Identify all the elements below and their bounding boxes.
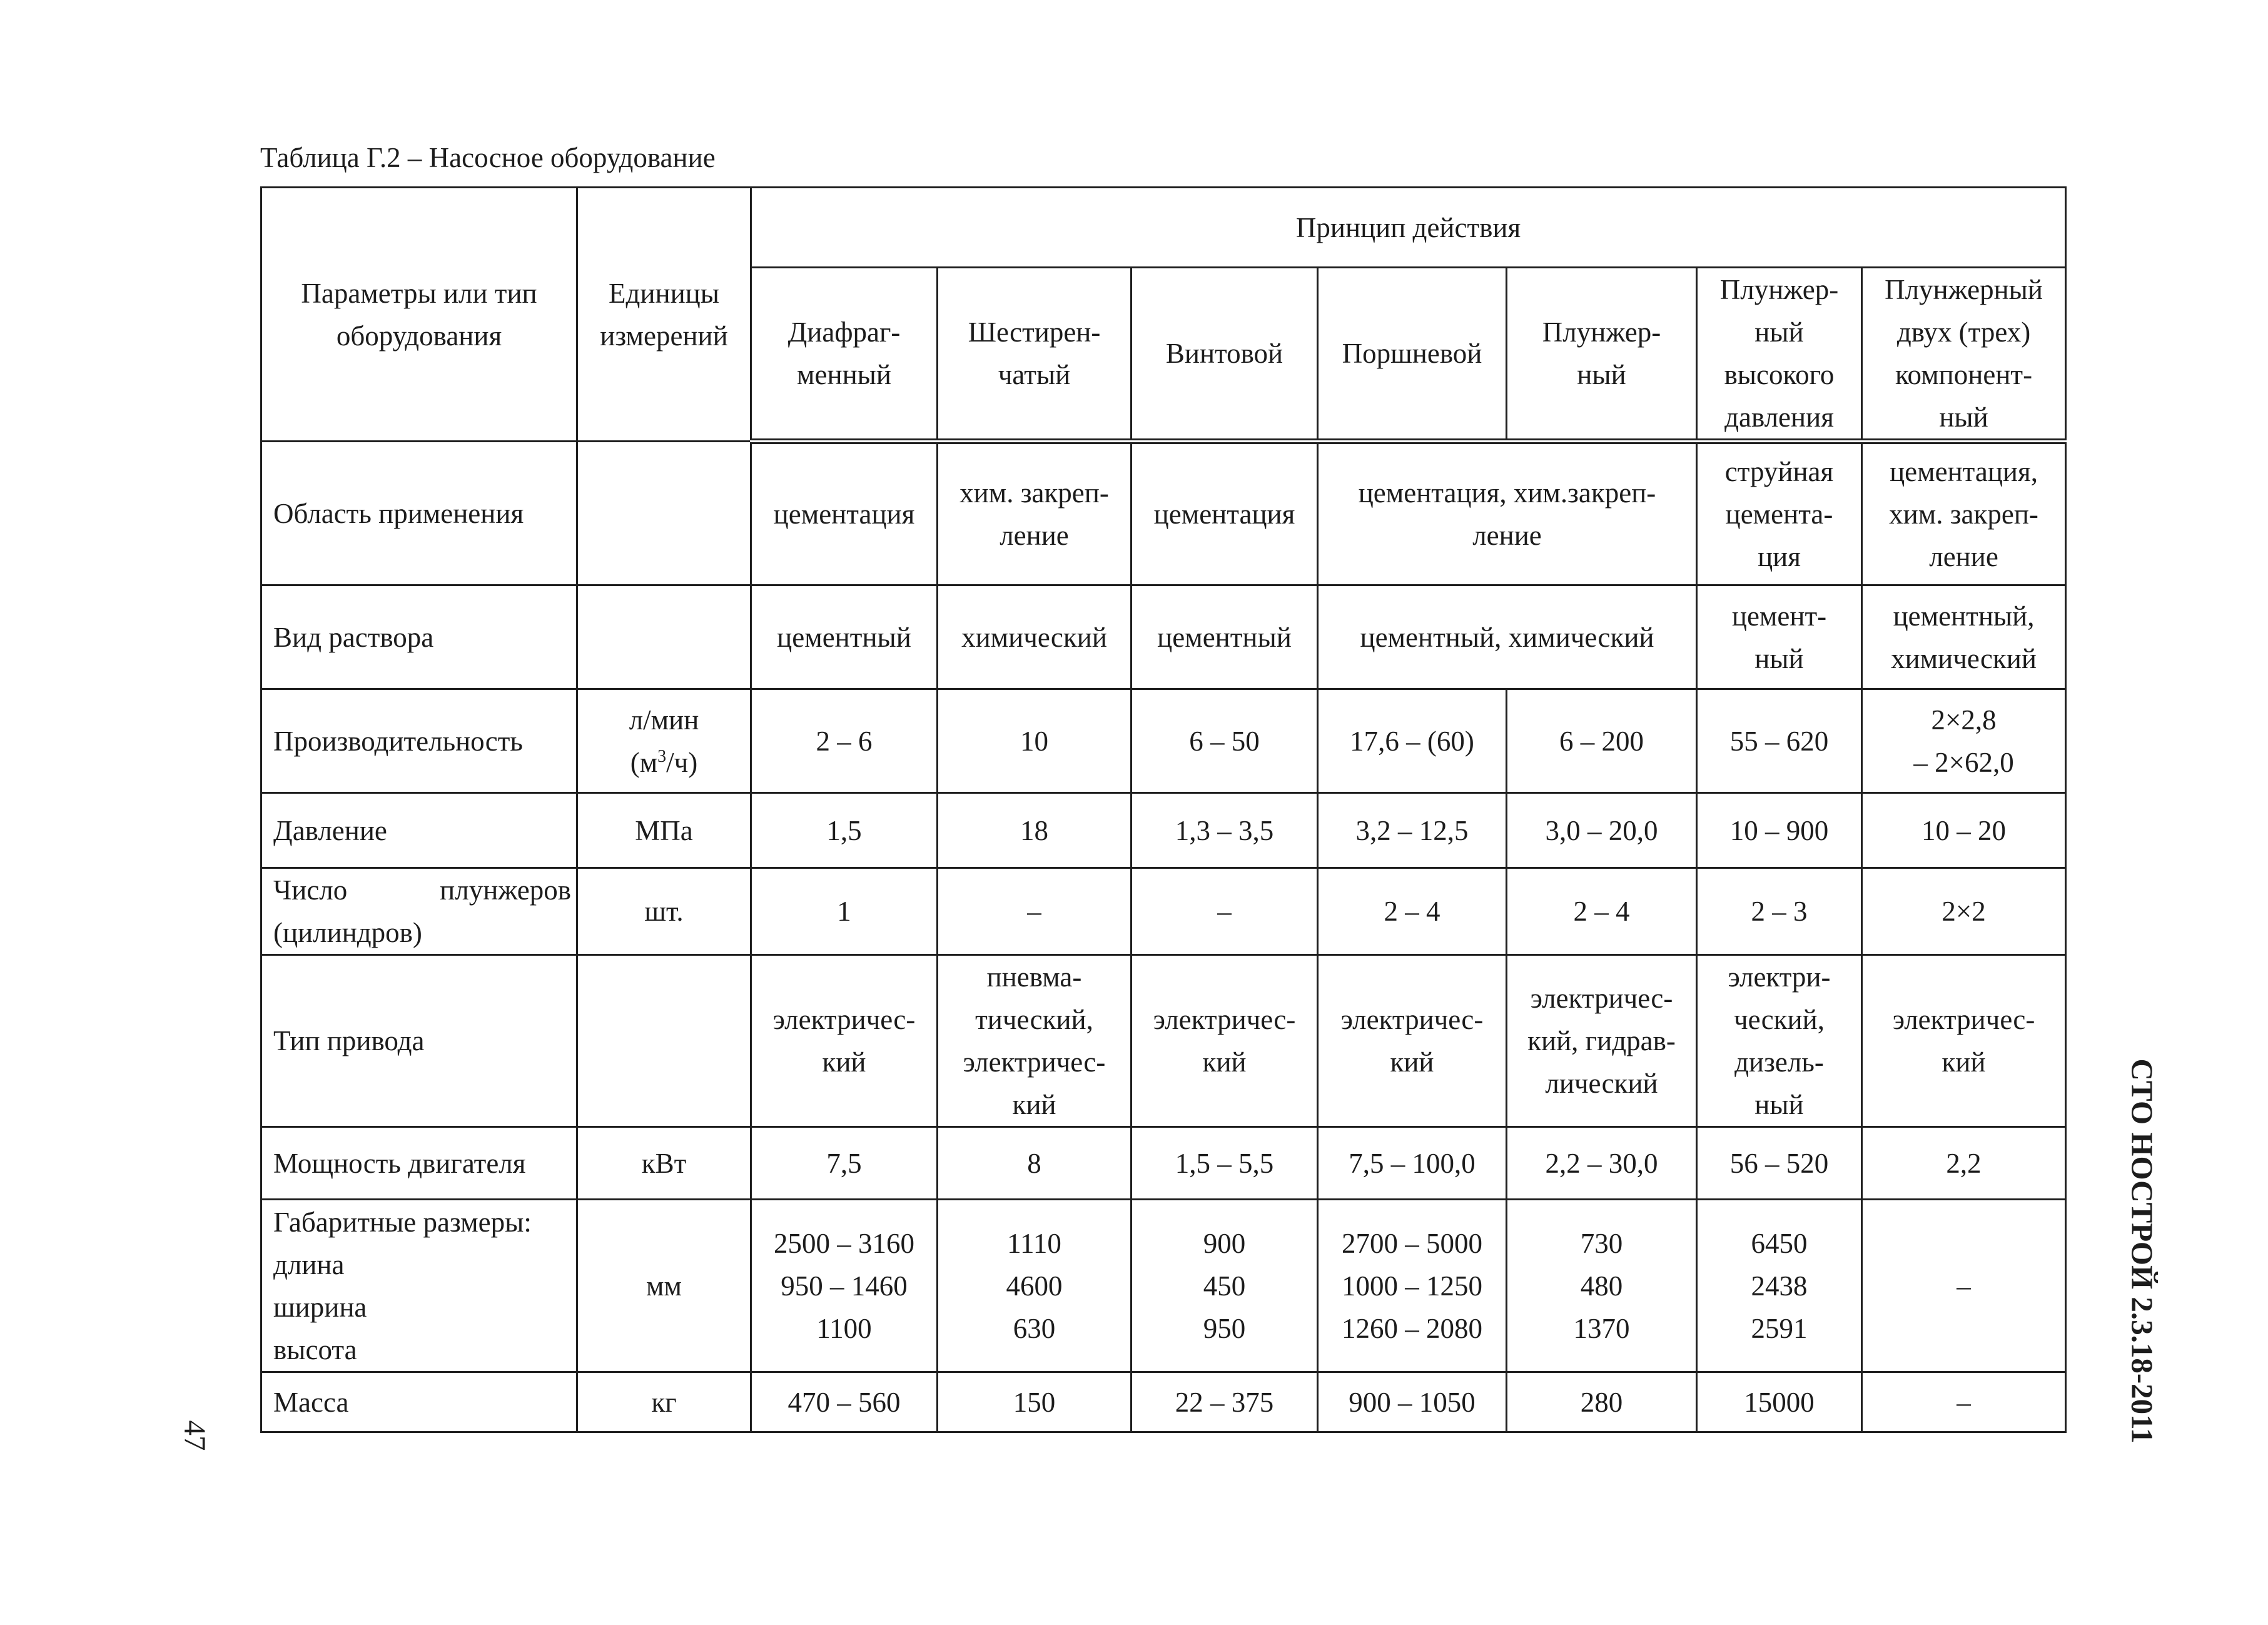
value-cell: –: [1131, 868, 1318, 955]
value-cell: цементация: [751, 442, 938, 585]
value-cell: 2 – 3: [1697, 868, 1862, 955]
row-label: Давление: [261, 793, 577, 868]
value-cell: цементация, хим. закреп- ление: [1862, 442, 2066, 585]
unit-cell: [577, 585, 751, 689]
row-label-line: [273, 869, 571, 911]
value-cell: –: [1862, 1372, 2066, 1432]
header-type-plunger: Плунжер- ный: [1507, 268, 1697, 442]
row-label: Мощность двигателя: [261, 1127, 577, 1200]
value-cell: цементный: [1131, 585, 1318, 689]
value-cell: 900 450 950: [1131, 1200, 1318, 1372]
value-cell: 10 – 900: [1697, 793, 1862, 868]
value-cell: цементация, хим.закреп- ление: [1318, 442, 1697, 585]
value-cell: 1,5: [751, 793, 938, 868]
value-cell: 18: [938, 793, 1131, 868]
table-caption: Таблица Г.2 – Насосное оборудование: [260, 142, 716, 173]
value-cell: 8: [938, 1127, 1131, 1200]
unit-cell: МПа: [577, 793, 751, 868]
unit-cell: [577, 955, 751, 1127]
value-cell: цементация: [1131, 442, 1318, 585]
value-cell: хим. закреп- ление: [938, 442, 1131, 585]
table-row-capacity: [261, 689, 2066, 793]
document-code: СТО НОСТРОЙ 2.3.18-2011: [2125, 1058, 2160, 1444]
value-cell: электри- ческий, дизель- ный: [1697, 955, 1862, 1127]
value-cell: –: [1862, 1200, 2066, 1372]
value-cell: 10 – 20: [1862, 793, 2066, 868]
value-cell: 2,2 – 30,0: [1507, 1127, 1697, 1200]
value-cell: 22 – 375: [1131, 1372, 1318, 1432]
value-cell: струйная цемента- ция: [1697, 442, 1862, 585]
value-cell: 900 – 1050: [1318, 1372, 1507, 1432]
table-row-drive: [261, 955, 2066, 1127]
table-row-power: [261, 1127, 2066, 1200]
header-type-plunger-multi-component: Плунжерный двух (трех) компонент- ный: [1862, 268, 2066, 442]
value-cell: 2,2: [1862, 1127, 2066, 1200]
row-label: Габаритные размеры: длина ширина высота: [261, 1200, 577, 1372]
value-cell: 1110 4600 630: [938, 1200, 1131, 1372]
document-code-margin: [2124, 1057, 2161, 1445]
header-type-diaphragm: Диафраг- менный: [751, 268, 938, 442]
table-row-solution: [261, 585, 2066, 689]
table-row-plungers: [261, 868, 2066, 955]
value-cell: цемент- ный: [1697, 585, 1862, 689]
table-row-dimensions: [261, 1200, 2066, 1372]
value-cell: 150: [938, 1372, 1131, 1432]
value-cell: 2 – 4: [1318, 868, 1507, 955]
header-parameters: Параметры или тип оборудования: [261, 188, 577, 442]
value-cell: 2×2: [1862, 868, 2066, 955]
unit-cell: кВт: [577, 1127, 751, 1200]
value-cell: пневма- тический, электричес- кий: [938, 955, 1131, 1127]
header-type-gear: Шестирен- чатый: [938, 268, 1131, 442]
value-cell: –: [938, 868, 1131, 955]
table-row-mass: [261, 1372, 2066, 1432]
value-cell: 7,5: [751, 1127, 938, 1200]
row-label: Область применения: [261, 442, 577, 585]
pump-equipment-table: [260, 186, 2067, 1433]
row-label-line: (цилиндров): [273, 917, 422, 948]
value-cell: 1,3 – 3,5: [1131, 793, 1318, 868]
value-cell: химический: [938, 585, 1131, 689]
row-label-word: Число: [273, 874, 348, 906]
value-cell: 2×2,8 – 2×62,0: [1862, 689, 2066, 793]
value-cell: 17,6 – (60): [1318, 689, 1507, 793]
value-cell: 2500 – 3160 950 – 1460 1100: [751, 1200, 938, 1372]
value-cell: 730 480 1370: [1507, 1200, 1697, 1372]
unit-superscript: 3: [657, 746, 667, 766]
value-cell: 6 – 200: [1507, 689, 1697, 793]
value-cell: 15000: [1697, 1372, 1862, 1432]
table-row-pressure: [261, 793, 2066, 868]
unit-text: /ч): [666, 746, 698, 778]
value-cell: 55 – 620: [1697, 689, 1862, 793]
value-cell: электричес- кий: [1318, 955, 1507, 1127]
unit-cell: кг: [577, 1372, 751, 1432]
value-cell: электричес- кий: [1862, 955, 2066, 1127]
header-type-plunger-high-pressure: Плунжер- ный высокого давления: [1697, 268, 1862, 442]
unit-cell: шт.: [577, 868, 751, 955]
page-number-margin: [176, 1407, 214, 1464]
row-label: [261, 868, 577, 955]
value-cell: 280: [1507, 1372, 1697, 1432]
value-cell: 7,5 – 100,0: [1318, 1127, 1507, 1200]
unit-cell: [577, 689, 751, 793]
header-type-screw: Винтовой: [1131, 268, 1318, 442]
value-cell: 6450 2438 2591: [1697, 1200, 1862, 1372]
value-cell: электричес- кий, гидрав- лический: [1507, 955, 1697, 1127]
row-label: Масса: [261, 1372, 577, 1432]
value-cell: электричес- кий: [751, 955, 938, 1127]
value-cell: 470 – 560: [751, 1372, 938, 1432]
value-cell: 2 – 4: [1507, 868, 1697, 955]
row-label: Производительность: [261, 689, 577, 793]
value-cell: цементный, химический: [1318, 585, 1697, 689]
value-cell: 10: [938, 689, 1131, 793]
value-cell: 2 – 6: [751, 689, 938, 793]
value-cell: 56 – 520: [1697, 1127, 1862, 1200]
row-label: Тип привода: [261, 955, 577, 1127]
table-row-application: [261, 442, 2066, 585]
value-cell: 3,0 – 20,0: [1507, 793, 1697, 868]
header-row-1: [261, 188, 2066, 268]
value-cell: 3,2 – 12,5: [1318, 793, 1507, 868]
unit-cell: [577, 442, 751, 585]
value-cell: 1,5 – 5,5: [1131, 1127, 1318, 1200]
value-cell: цементный: [751, 585, 938, 689]
page-number: 47: [178, 1420, 213, 1451]
row-label: Вид раствора: [261, 585, 577, 689]
value-cell: 6 – 50: [1131, 689, 1318, 793]
value-cell: 2700 – 5000 1000 – 1250 1260 – 2080: [1318, 1200, 1507, 1372]
value-cell: цементный, химический: [1862, 585, 2066, 689]
unit-cell: мм: [577, 1200, 751, 1372]
header-principle: Принцип действия: [751, 188, 2066, 268]
row-label-word: плунжеров: [440, 874, 571, 906]
value-cell: электричес- кий: [1131, 955, 1318, 1127]
value-cell: 1: [751, 868, 938, 955]
header-units: Единицы измерений: [577, 188, 751, 442]
unit-text: л/мин (м: [629, 704, 699, 778]
header-type-piston: Поршневой: [1318, 268, 1507, 442]
